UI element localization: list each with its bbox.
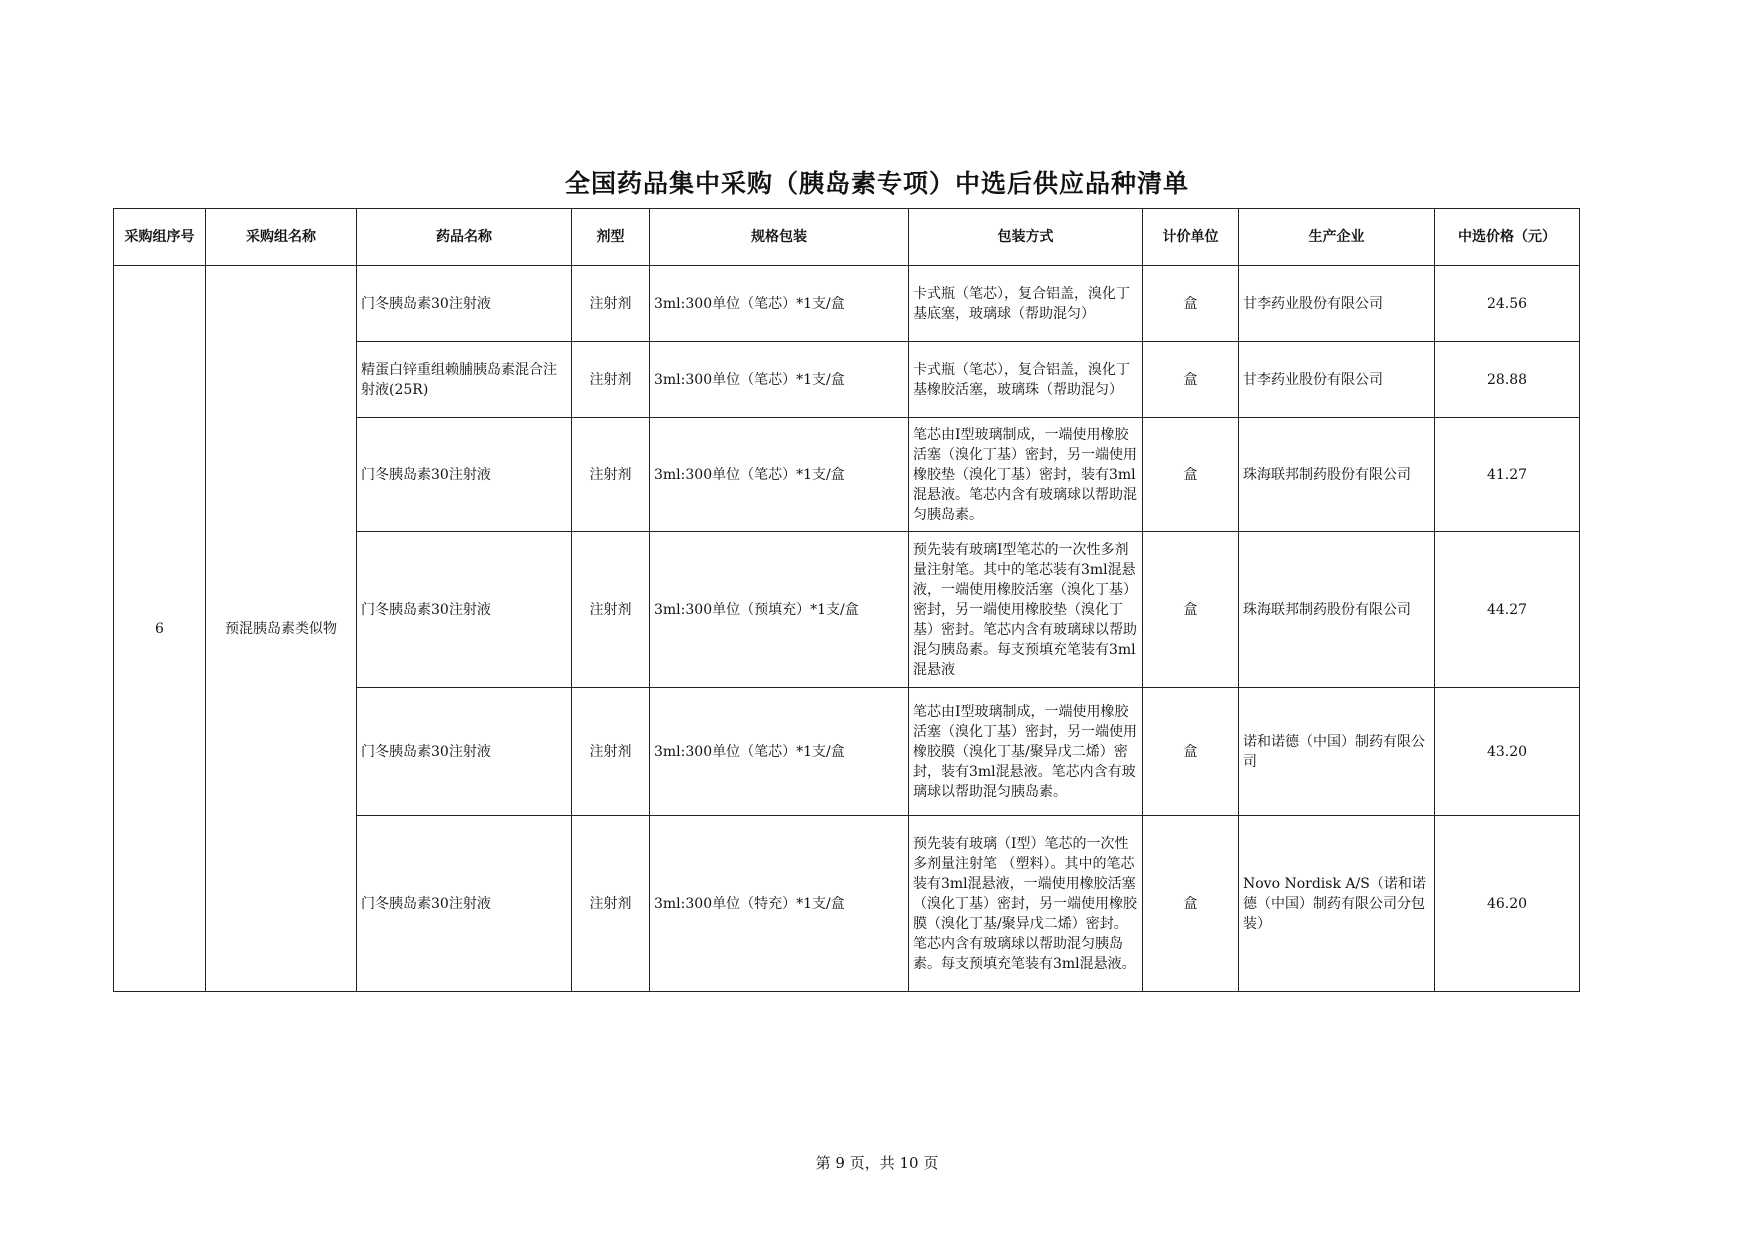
spec-cell: 3ml:300单位（预填充）*1支/盒 [650,532,909,688]
packaging-cell: 预先装有玻璃Ⅰ型笔芯的一次性多剂量注射笔。其中的笔芯装有3ml混悬液，一端使用橡胶活塞（溴化丁基）密封，另一端使用橡胶垫（溴化丁基）密封。笔芯内含有玻璃球以帮助混匀胰岛素。每支预填充笔装有3ml混悬液 [909,532,1143,688]
group-id-cell: 6 [114,266,206,992]
dosage-form-cell: 注射剂 [572,266,650,342]
unit-cell: 盒 [1143,418,1239,532]
spec-cell: 3ml:300单位（笔芯）*1支/盒 [650,266,909,342]
drug-name-cell: 精蛋白锌重组赖脯胰岛素混合注射液(25R) [357,342,572,418]
price-cell: 43.20 [1435,688,1580,816]
manufacturer-cell: 珠海联邦制药股份有限公司 [1239,532,1435,688]
spec-cell: 3ml:300单位（笔芯）*1支/盒 [650,342,909,418]
packaging-cell: 卡式瓶（笔芯），复合铝盖，溴化丁基橡胶活塞，玻璃珠（帮助混匀） [909,342,1143,418]
column-header-spec: 规格包装 [650,209,909,266]
column-header-dosage-form: 剂型 [572,209,650,266]
packaging-cell: 预先装有玻璃（Ⅰ型）笔芯的一次性多剂量注射笔 （塑料）。其中的笔芯装有3ml混悬液，一端使用橡胶活塞（溴化丁基）密封，另一端使用橡胶膜（溴化丁基/聚异戊二烯）密封。笔芯内含有玻璃球以帮助混匀胰岛素。每支预填充笔装有3ml混悬液。 [909,816,1143,992]
price-cell: 41.27 [1435,418,1580,532]
column-header-packaging: 包装方式 [909,209,1143,266]
spec-cell: 3ml:300单位（笔芯）*1支/盒 [650,688,909,816]
unit-cell: 盒 [1143,342,1239,418]
spec-cell: 3ml:300单位（笔芯）*1支/盒 [650,418,909,532]
price-cell: 24.56 [1435,266,1580,342]
column-header-group-id: 采购组序号 [114,209,206,266]
unit-cell: 盒 [1143,266,1239,342]
column-header-group-name: 采购组名称 [206,209,357,266]
drug-name-cell: 门冬胰岛素30注射液 [357,816,572,992]
column-header-manufacturer: 生产企业 [1239,209,1435,266]
dosage-form-cell: 注射剂 [572,688,650,816]
supply-table [113,208,1580,992]
manufacturer-cell: 甘李药业股份有限公司 [1239,342,1435,418]
dosage-form-cell: 注射剂 [572,418,650,532]
packaging-cell: 卡式瓶（笔芯），复合铝盖，溴化丁基底塞，玻璃球（帮助混匀） [909,266,1143,342]
unit-cell: 盒 [1143,688,1239,816]
drug-name-cell: 门冬胰岛素30注射液 [357,688,572,816]
price-cell: 44.27 [1435,532,1580,688]
drug-name-cell: 门冬胰岛素30注射液 [357,532,572,688]
page-title: 全国药品集中采购（胰岛素专项）中选后供应品种清单 [564,169,1189,198]
unit-cell: 盒 [1143,532,1239,688]
column-header-price: 中选价格（元） [1435,209,1580,266]
page-footer: 第 9 页，共 10 页 [815,1154,939,1172]
spec-cell: 3ml:300单位（特充）*1支/盒 [650,816,909,992]
drug-name-cell: 门冬胰岛素30注射液 [357,266,572,342]
packaging-cell: 笔芯由Ⅰ型玻璃制成，一端使用橡胶活塞（溴化丁基）密封，另一端使用橡胶垫（溴化丁基）密封，装有3ml混悬液。笔芯内含有玻璃球以帮助混匀胰岛素。 [909,418,1143,532]
dosage-form-cell: 注射剂 [572,816,650,992]
manufacturer-cell: 甘李药业股份有限公司 [1239,266,1435,342]
manufacturer-cell: 诺和诺德（中国）制药有限公司 [1239,688,1435,816]
group-name-cell: 预混胰岛素类似物 [206,266,357,992]
drug-name-cell: 门冬胰岛素30注射液 [357,418,572,532]
dosage-form-cell: 注射剂 [572,532,650,688]
manufacturer-cell: Novo Nordisk A/S（诺和诺德（中国）制药有限公司分包装） [1239,816,1435,992]
packaging-cell: 笔芯由Ⅰ型玻璃制成，一端使用橡胶活塞（溴化丁基）密封，另一端使用橡胶膜（溴化丁基/聚异戊二烯）密封，装有3ml混悬液。笔芯内含有玻璃球以帮助混匀胰岛素。 [909,688,1143,816]
price-cell: 28.88 [1435,342,1580,418]
price-cell: 46.20 [1435,816,1580,992]
header-row [114,209,1580,266]
column-header-drug-name: 药品名称 [357,209,572,266]
manufacturer-cell: 珠海联邦制药股份有限公司 [1239,418,1435,532]
column-header-unit: 计价单位 [1143,209,1239,266]
unit-cell: 盒 [1143,816,1239,992]
table-row [114,266,1580,342]
dosage-form-cell: 注射剂 [572,342,650,418]
